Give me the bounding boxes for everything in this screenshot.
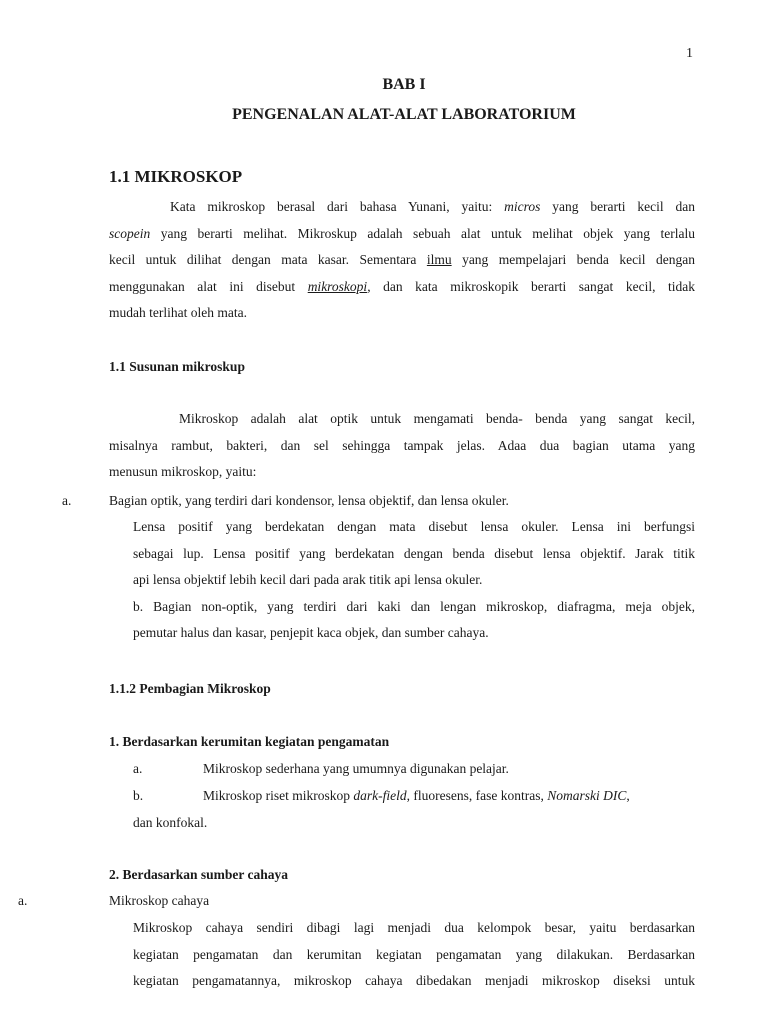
susunan-paragraph: [109, 406, 695, 486]
nonoptik-line: pemutar halus dan kasar, penjepit kaca objek, dan sumber cahaya.: [133, 625, 489, 640]
intro-line: kecil untuk dilihat dengan mata kasar. Sementara ilmu yang mempelajari benda kecil dengan: [109, 252, 695, 267]
chapter-title: PENGENALAN ALAT-ALAT LABORATORIUM: [232, 106, 576, 123]
page-number: 1: [686, 46, 693, 61]
cahaya-line: kegiatan pengamatan dan kerumitan kegiatan pengamatan yang dilakukan. Berdasarkan: [133, 946, 695, 962]
list-item-optik: Bagian optik, yang terdiri dari kondensor, lensa objektif, dan lensa okuler.: [109, 493, 509, 508]
susunan-line: menusun mikroskop, yaitu:: [109, 464, 257, 479]
list-item-sederhana: Mikroskop sederhana yang umumnya digunakan pelajar.: [203, 761, 509, 776]
list-marker-a: a.: [18, 893, 28, 908]
numbered-heading-1: 1. Berdasarkan kerumitan kegiatan pengamatan: [109, 734, 390, 749]
susunan-line: Mikroskop adalah alat optik untuk mengamati benda- benda yang sangat kecil,: [179, 411, 695, 426]
intro-line: mudah terlihat oleh mata.: [109, 305, 247, 320]
optik-line: api lensa objektif lebih kecil dari pada arak titik api lensa okuler.: [133, 572, 483, 587]
mikroskopi-link[interactable]: mikroskopi: [307, 278, 368, 294]
optik-line: sebagai lup. Lensa positif yang berdekatan dengan benda disebut lensa objektif. Jarak titik: [133, 545, 695, 561]
ilmu-link[interactable]: ilmu: [426, 252, 452, 267]
chapter-heading: BAB I: [382, 76, 426, 93]
subsection-heading-susunan: 1.1 Susunan mikroskup: [109, 359, 245, 374]
intro-line: menggunakan alat ini disebut mikroskopi, dan kata mikroskopik berarti sangat kecil, tidak: [109, 278, 695, 294]
section-heading: 1.1 MIKROSKOP: [109, 167, 243, 186]
cahaya-line: Mikroskop cahaya sendiri dibagi lagi menjadi dua kelompok besar, yaitu berdasarkan: [133, 920, 695, 935]
list-marker-a: a.: [133, 761, 143, 776]
intro-paragraph: [109, 194, 695, 327]
list-marker-b: b.: [133, 788, 144, 803]
list-item-riset: Mikroskop riset mikroskop dark-field, fluoresens, fase kontras, Nomarski DIC,: [203, 788, 630, 803]
list-marker-a: a.: [62, 493, 72, 508]
intro-line: scopein yang berarti melihat. Mikroskup adalah sebuah alat untuk melihat objek yang terlalu: [109, 225, 695, 241]
numbered-heading-2: 2. Berdasarkan sumber cahaya: [109, 867, 289, 882]
cahaya-line: kegiatan pengamatannya, mikroskop cahaya dibedakan menjadi mikroskop diseksi untuk: [133, 973, 695, 988]
intro-line: Kata mikroskop berasal dari bahasa Yunani, yaitu: micros yang berarti kecil dan: [170, 199, 695, 214]
optik-line: Lensa positif yang berdekatan dengan mata disebut lensa okuler. Lensa ini berfungsi: [133, 519, 695, 534]
subsection-heading-pembagian: 1.1.2 Pembagian Mikroskop: [109, 681, 271, 696]
optik-paragraph: [133, 514, 695, 647]
list-item-riset-cont: dan konfokal.: [133, 815, 208, 830]
susunan-line: misalnya rambut, bakteri, dan sel sehingga tampak jelas. Adaa dua bagian utama yang: [109, 437, 695, 453]
cahaya-paragraph: [133, 915, 695, 995]
list-item-cahaya: Mikroskop cahaya: [109, 893, 210, 908]
nonoptik-line: b. Bagian non-optik, yang terdiri dari kaki dan lengan mikroskop, diafragma, meja objek,: [133, 598, 695, 614]
